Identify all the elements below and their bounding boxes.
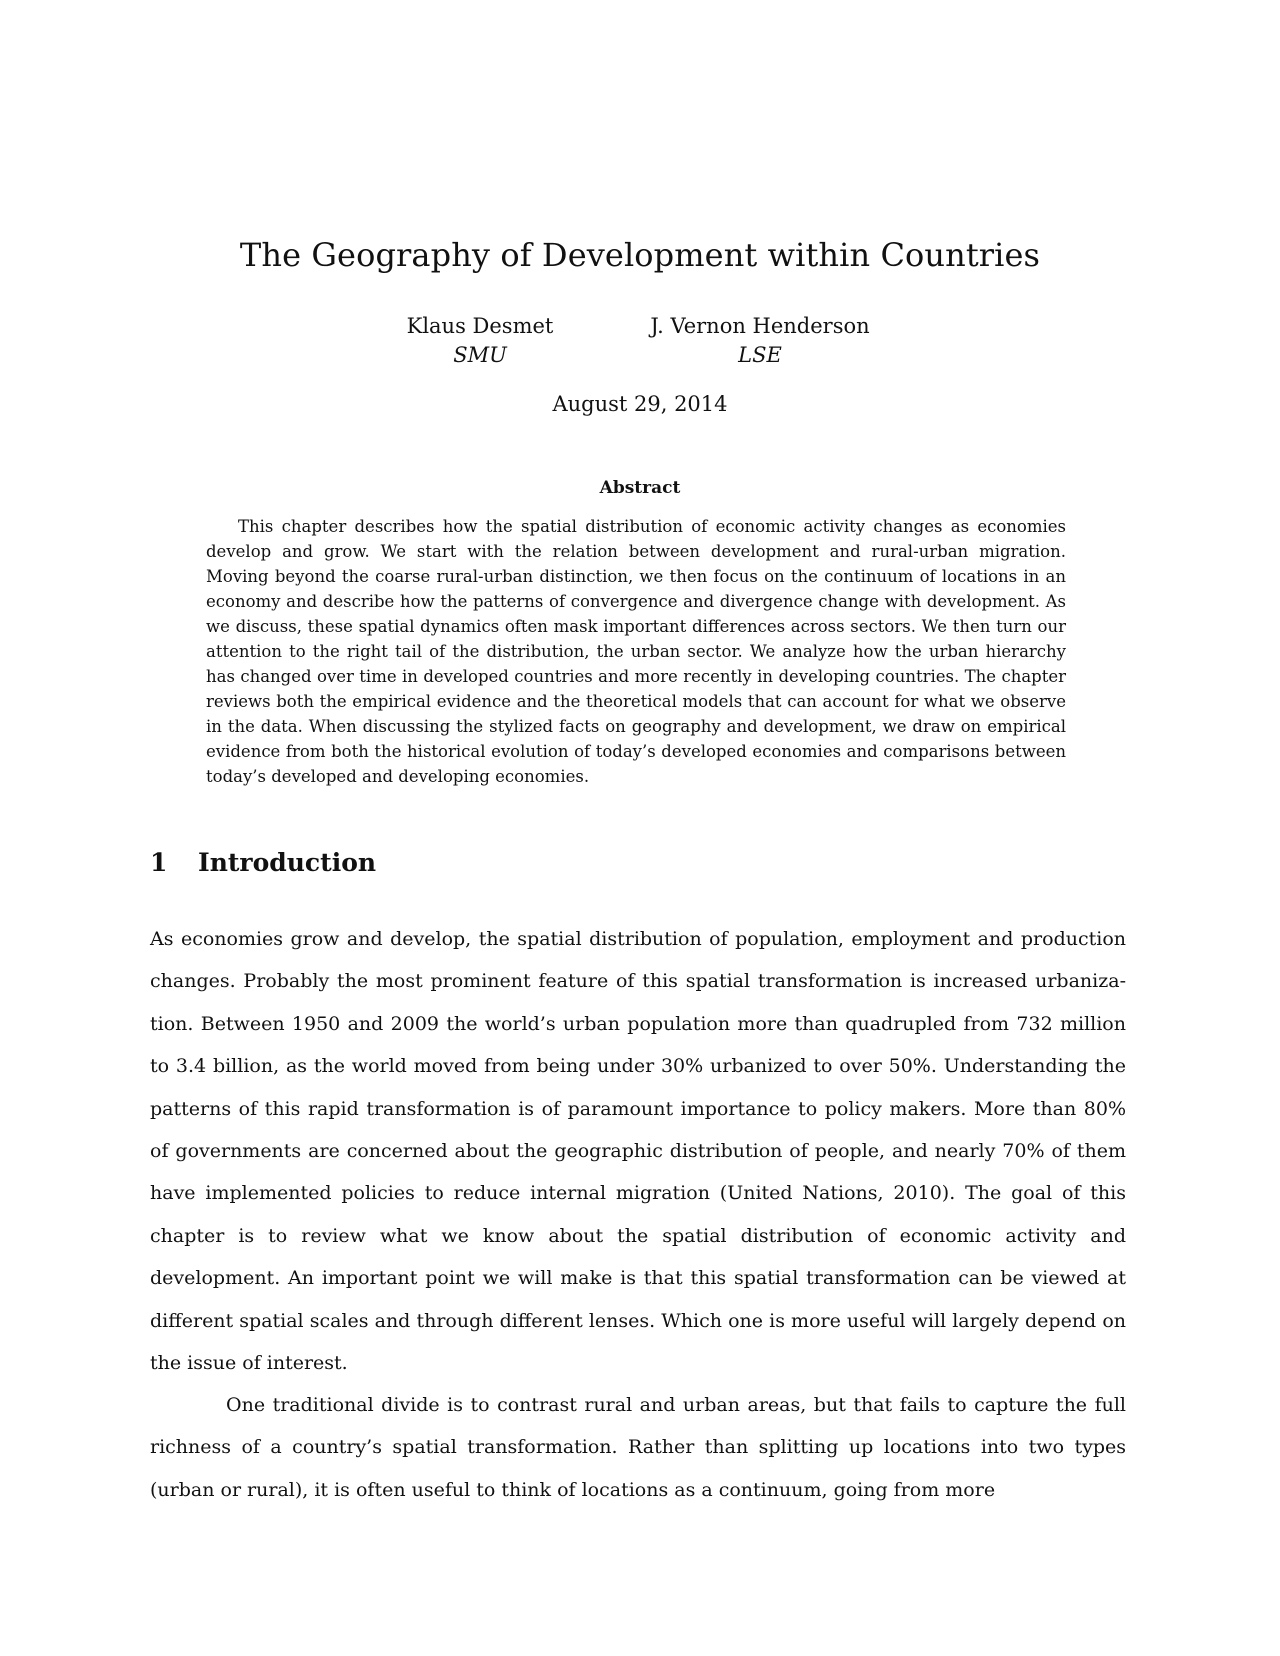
body-paragraph: As economies grow and develop, the spatial distribution of population, employment and production changes. Probably the most prominent feature of this spatial transformation is increased urbanization. Between 1950 and 2009 the world’s urban population more than quadrupled from 732 million to 3.4 billion, as the world moved from being under 30% urbanized to over 50%. Understanding the patterns of this rapid transformation is of paramount importance to policy makers. More than 80% of governments are concerned about the geographic distribution of people, and nearly 70% of them have implemented policies to reduce internal migration (United Nations, 2010). The goal of this chapter is to review what we know about the spatial distribution of economic activity and development. An important point we will make is that this spatial transformation can be viewed at different spatial scales and through different lenses. Which one is more useful will largely depend on the issue of interest.	[150, 928, 1126, 1375]
paper-title: The Geography of Development within Countries	[239, 236, 1041, 274]
author-affiliation: LSE	[738, 343, 782, 367]
abstract-heading: Abstract	[599, 478, 681, 498]
section-heading	[150, 848, 376, 877]
paper-date: August 29, 2014	[552, 392, 728, 416]
section-number: 1	[150, 848, 168, 877]
author-block	[630, 312, 890, 370]
abstract-text: This chapter describes how the spatial distribution of economic activity changes as economies develop and grow. We start with the relation between development and rural-urban migration. Moving beyond the coarse rural-urban distinction, we then focus on the continuum of locations in an economy and describe how the patterns of convergence and divergence change with development. As we discuss, these spatial dynamics often mask important differences across sectors. We then turn our attention to the right tail of the distribution, the urban sector. We analyze how the urban hierarchy has changed over time in developed countries and more recently in developing countries. The chapter reviews both the empirical evidence and the theoretical models that can account for what we observe in the data. When discussing the stylized facts on geography and development, we draw on empirical evidence from both the historical evolution of today’s developed economies and comparisons between today’s developed and developing economies.	[206, 517, 1066, 786]
author-block	[380, 312, 580, 370]
author-name: J. Vernon Henderson	[650, 314, 870, 338]
section-title: Introduction	[198, 848, 377, 877]
author-name: Klaus Desmet	[406, 314, 554, 338]
author-affiliation: SMU	[453, 343, 507, 367]
body-paragraph: One traditional divide is to contrast rural and urban areas, but that fails to capture the full richness of a country’s spatial transformation. Rather than splitting up locations into two types (urban or rural), it is often useful to think of locations as a continuum, going from more	[150, 1394, 1126, 1501]
